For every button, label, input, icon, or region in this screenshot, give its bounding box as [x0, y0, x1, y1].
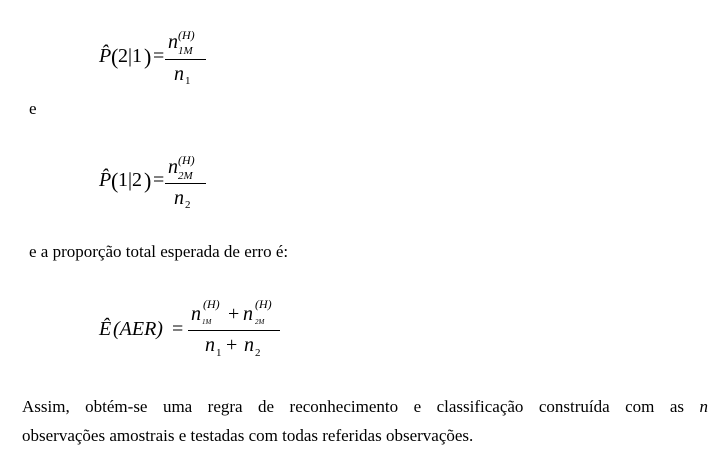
- numerator-n1: n: [191, 303, 201, 325]
- paren-close: ): [144, 44, 152, 69]
- p-hat-symbol: P̂: [99, 169, 112, 191]
- numerator-sub2: 2M: [255, 318, 265, 326]
- e-hat-symbol: Ê: [99, 318, 112, 340]
- denominator-sub: 2: [185, 199, 191, 211]
- numerator-sub: 2M: [178, 170, 193, 182]
- denominator-n2: n: [244, 334, 254, 356]
- equals-sign: =: [153, 169, 165, 191]
- denominator-n: n: [174, 187, 184, 209]
- numerator-sup: (H): [178, 153, 195, 167]
- numerator-sub: 1M: [178, 45, 193, 57]
- numerator-sub1: 1M: [202, 318, 212, 326]
- denominator-n1: n: [205, 334, 215, 356]
- denominator-sub2: 2: [255, 347, 261, 359]
- conclusion-paragraph: [22, 392, 708, 450]
- aer-arg: (AER): [113, 318, 163, 340]
- fraction-bar: [165, 59, 206, 60]
- denominator-sub1: 1: [216, 347, 222, 359]
- conclusion-line-1: [22, 392, 708, 421]
- numerator-plus: +: [228, 303, 240, 325]
- numerator-sup2: (H): [255, 297, 272, 311]
- equals-sign: =: [172, 318, 184, 340]
- paren-open: (: [111, 44, 119, 69]
- connector-e: e: [29, 99, 37, 118]
- conclusion-line-2: observações amostrais e testadas com todas referidas observações.: [22, 426, 474, 445]
- numerator-sup: (H): [178, 28, 195, 42]
- conclusion-line-1-text: Assim, obtém-se uma regra de reconhecimento e classificação construída com as: [22, 397, 700, 416]
- denominator-sub: 1: [185, 75, 191, 87]
- intro-text: e a proporção total esperada de erro é:: [29, 242, 289, 261]
- numerator-n2: n: [243, 303, 253, 325]
- n-variable: n: [699, 397, 708, 416]
- paren-close: ): [144, 168, 152, 193]
- conditional-args: 1|2: [118, 169, 143, 191]
- denominator-n: n: [174, 63, 184, 85]
- fraction-bar: [165, 183, 206, 184]
- fraction-bar: [188, 330, 280, 331]
- equals-sign: =: [153, 45, 165, 67]
- conditional-args: 2|1: [118, 45, 143, 67]
- p-hat-symbol: P̂: [99, 45, 112, 67]
- numerator-n: n: [168, 31, 178, 53]
- paren-open: (: [111, 168, 119, 193]
- numerator-n: n: [168, 156, 178, 178]
- denominator-plus: +: [226, 334, 238, 356]
- numerator-sup1: (H): [203, 297, 220, 311]
